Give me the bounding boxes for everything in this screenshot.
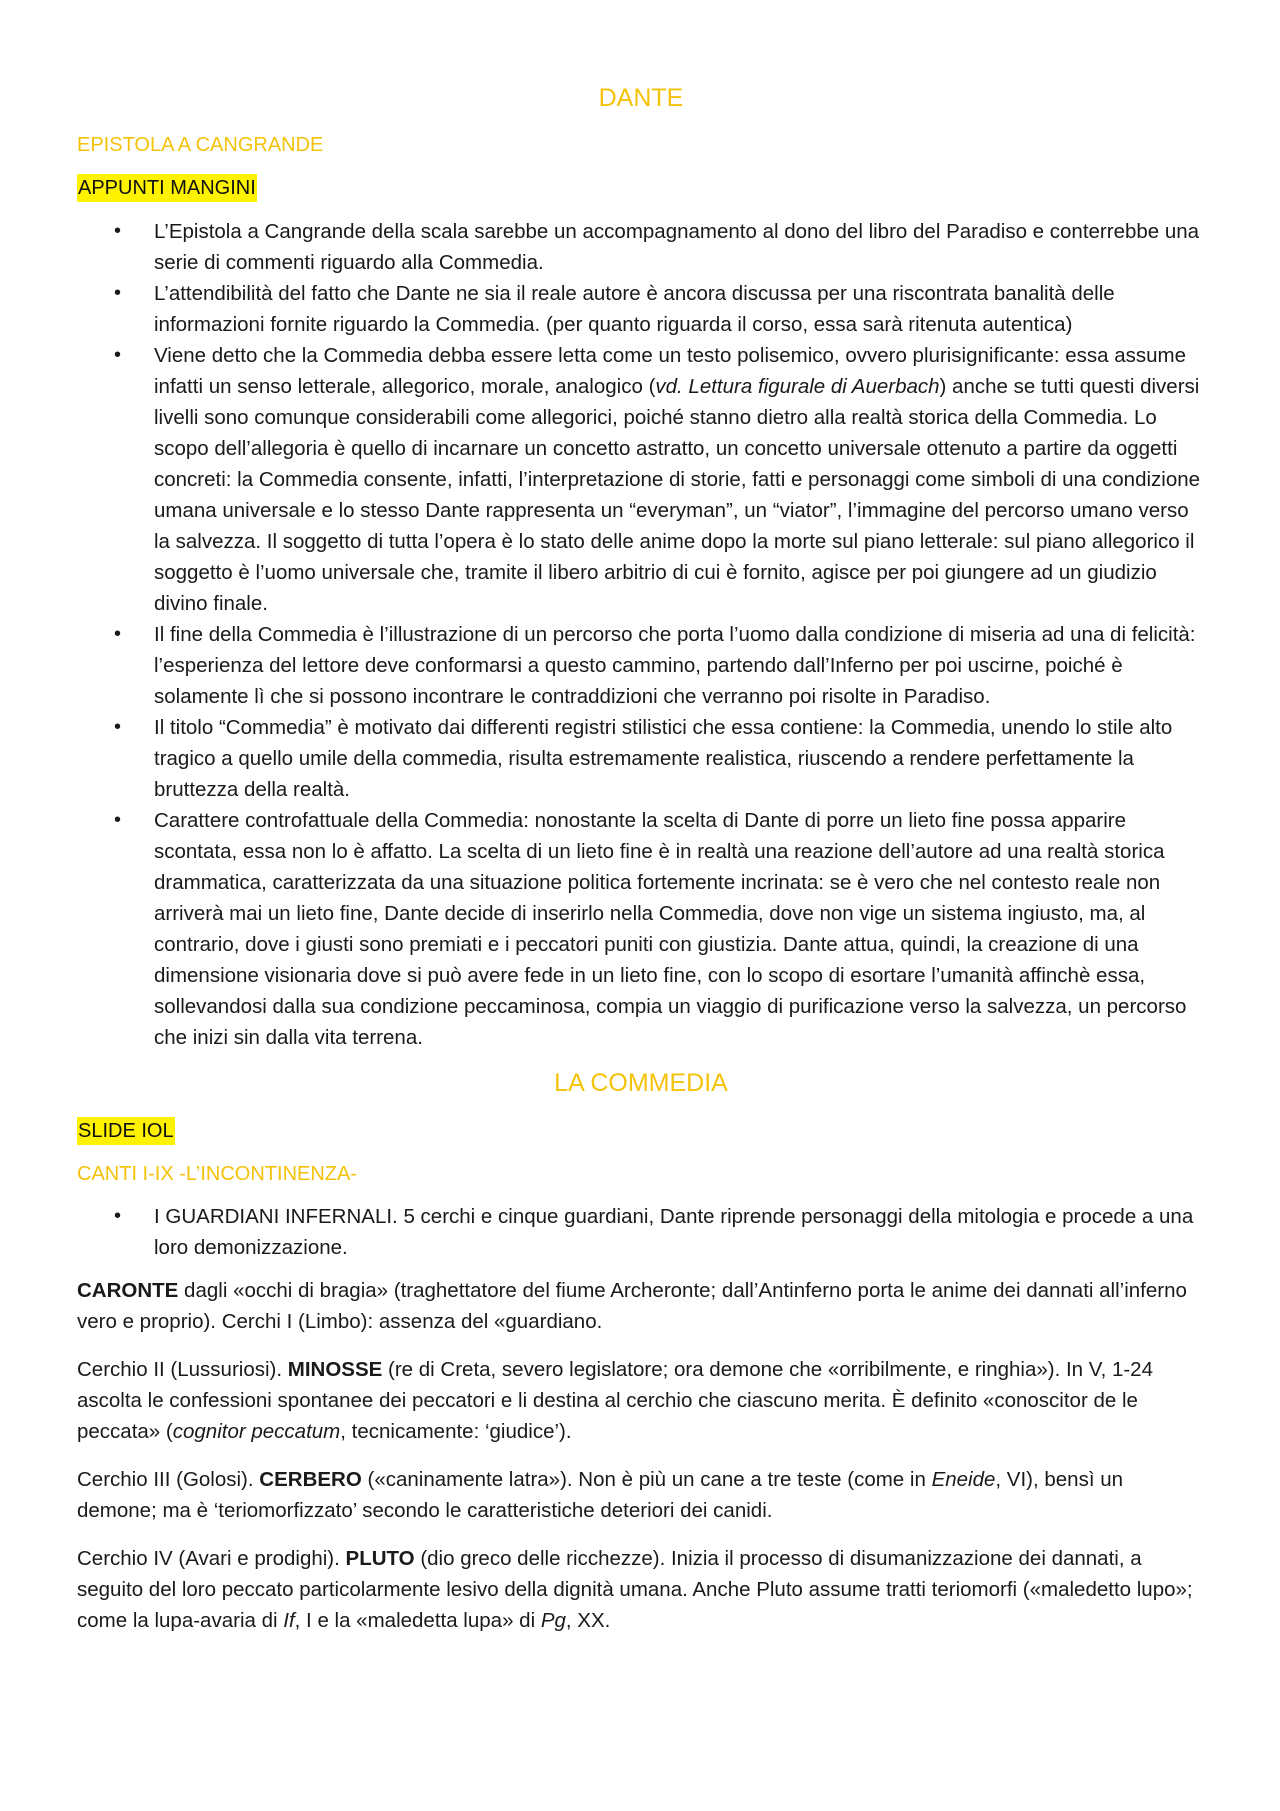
- paragraph-minosse: Cerchio II (Lussuriosi). MINOSSE (re di Creta, severo legislatore; ora demone che «orribilmente, e ringhia»). In V, 1-24 ascolta le confessioni spontanee dei peccatori e li destina al cerchio che ciascuno merita. È definito «conoscitor de le peccata» (cognitor peccatum, tecnicamente: ‘giudice’).: [77, 1358, 1153, 1443]
- bullet-icon: •: [114, 716, 122, 738]
- bullet-icon: •: [114, 220, 122, 242]
- list-item: • Viene detto che la Commedia debba essere letta come un testo polisemico, ovvero plurisignificante: essa assume infatti un senso letterale, allegorico, morale, analogico (vd. Lettura figurale di Auerbach) anche se tutti questi diversi livelli sono comunque considerabili come allegorici, poiché stanno dietro alla realtà storica della Commedia. Lo scopo dell’allegoria è quello di incarnare un concetto astratto, un concetto universale ottenuto a partire da oggetti concreti: la Commedia consente, infatti, l’interpretazione di storie, fatti e personaggi come simboli di una condizione umana universale e lo stesso Dante rappresenta un “everyman”, un “viator”, l’immagine del percorso umano verso la salvezza. Il soggetto di tutta l’opera è lo stato delle anime dopo la morte sul piano letterale: sul piano allegorico il soggetto è l’uomo universale che, tramite il libero arbitrio di cui è fornito, agisce per poi giungere ad un giudizio divino finale.: [77, 340, 1205, 619]
- list-item: • I GUARDIANI INFERNALI. 5 cerchi e cinque guardiani, Dante riprende personaggi della mitologia e procede a una loro demonizzazione.: [77, 1201, 1205, 1263]
- bullet-icon: •: [114, 1205, 122, 1227]
- list-item: • Il titolo “Commedia” è motivato dai differenti registri stilistici che essa contiene: la Commedia, unendo lo stile alto tragico a quello umile della commedia, risulta estremamente realistica, riuscendo a rendere perfettamente la bruttezza della realtà.: [77, 712, 1205, 805]
- list-item: • Carattere controfattuale della Commedia: nonostante la scelta di Dante di porre un lieto fine possa apparire scontata, essa non lo è affatto. La scelta di un lieto fine è in realtà una reazione dell’autore ad una realtà storica drammatica, caratterizzata da una situazione politica fortemente incrinata: se è vero che nel contesto reale non arriverà mai un lieto fine, Dante decide di inserirlo nella Commedia, dove non vige un sistema ingiusto, ma, al contrario, dove i giusti sono premiati e i peccatori puniti con giustizia. Dante attua, quindi, la creazione di una dimensione visionaria dove si può avere fede in un lieto fine, con lo scopo di esortare l’umanità affinchè essa, sollevandosi dalla sua condizione peccaminosa, compia un viaggio di purificazione verso la salvezza, un percorso che inizi sin dalla vita terrena.: [77, 805, 1205, 1053]
- highlight-tag-appunti: APPUNTI MANGINI: [77, 174, 257, 202]
- paragraph-caronte: CARONTE dagli «occhi di bragia» (traghettatore del fiume Archeronte; dall’Antinferno porta le anime dei dannati all’inferno vero e proprio). Cerchi I (Limbo): assenza del «guardiano.: [77, 1279, 1187, 1333]
- bullet-icon: •: [114, 623, 122, 645]
- bullet-icon: •: [114, 282, 122, 304]
- paragraph-pluto: Cerchio IV (Avari e prodighi). PLUTO (dio greco delle ricchezze). Inizia il processo di disumanizzazione dei dannati, a seguito del loro peccato particolarmente lesivo della dignità umana. Anche Pluto assume tratti teriomorfi («maledetto lupo»; come la lupa-avaria di If, I e la «maledetta lupa» di Pg, XX.: [77, 1547, 1193, 1632]
- list-item: • Il fine della Commedia è l’illustrazione di un percorso che porta l’uomo dalla condizione di miseria ad una di felicità: l’esperienza del lettore deve conformarsi a questo cammino, partendo dall’Inferno per poi uscirne, poiché è solamente lì che si possono incontrare le contraddizioni che verranno poi risolte in Paradiso.: [77, 619, 1205, 712]
- highlight-tag-slide: SLIDE IOL: [77, 1117, 175, 1145]
- section-heading-canti: CANTI I-IX -L’INCONTINENZA-: [77, 1163, 358, 1185]
- page-title: DANTE: [598, 84, 684, 112]
- document-body: [77, 80, 1205, 1653]
- bullet-icon: •: [114, 344, 122, 366]
- bullet-list-canti: [77, 1201, 1205, 1263]
- bullet-icon: •: [114, 809, 122, 831]
- section-title-commedia: LA COMMEDIA: [554, 1069, 728, 1097]
- list-item: • L’attendibilità del fatto che Dante ne sia il reale autore è ancora discussa per una riscontrata banalità delle informazioni fornite riguardo la Commedia. (per quanto riguarda il corso, essa sarà ritenuta autentica): [77, 278, 1205, 340]
- section-heading-epistola: EPISTOLA A CANGRANDE: [77, 134, 324, 156]
- bullet-list-epistola: [77, 216, 1205, 1053]
- paragraph-cerbero: Cerchio III (Golosi). CERBERO («caninamente latra»). Non è più un cane a tre teste (come in Eneide, VI), bensì un demone; ma è ‘teriomorfizzato’ secondo le caratteristiche deteriori dei canidi.: [77, 1468, 1124, 1522]
- list-item: • L’Epistola a Cangrande della scala sarebbe un accompagnamento al dono del libro del Paradiso e conterrebbe una serie di commenti riguardo alla Commedia.: [77, 216, 1205, 278]
